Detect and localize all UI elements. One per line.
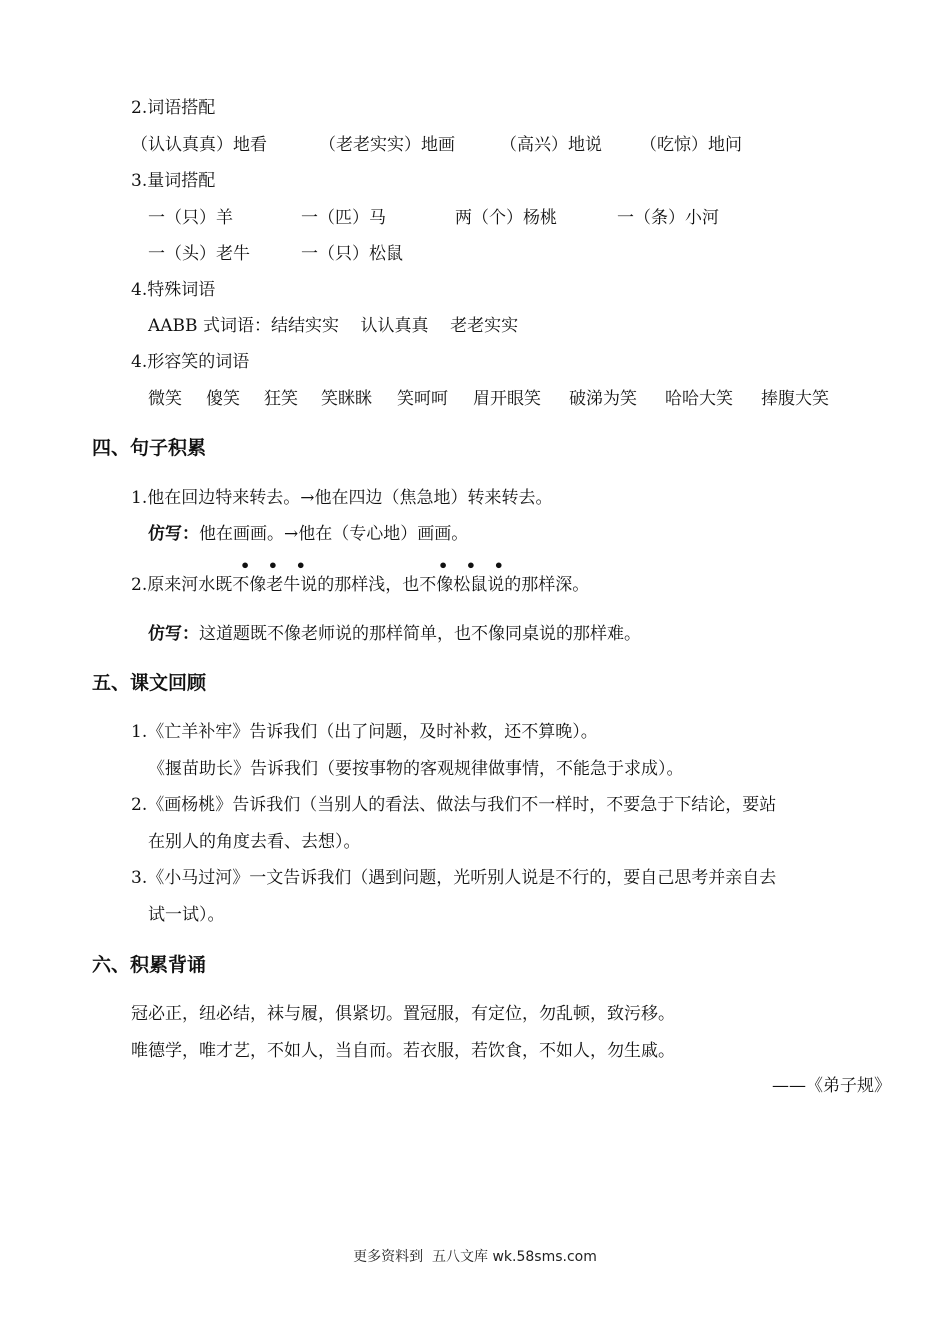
measure-word-row <box>148 207 848 229</box>
word-pair: （高兴）地说 <box>500 135 602 155</box>
review-line: 试一试）。 <box>148 905 225 925</box>
measure-word: 一（只）松鼠 <box>301 244 403 264</box>
measure-word: 一（只）羊 <box>148 208 233 228</box>
laugh-word: 哈哈大笑 <box>665 389 733 409</box>
emphasis-dots: • • • <box>240 556 312 575</box>
sentence-2: 2.原来河水既不像老牛说的那样浅，也不像松鼠说的那样深。 <box>131 575 590 595</box>
measure-word-title: 3.量词搭配 <box>131 171 216 191</box>
section-heading-recitation: 六、积累背诵 <box>92 954 207 976</box>
laugh-word: 微笑 <box>148 389 182 409</box>
word-pair: （认认真真）地看 <box>131 135 267 155</box>
laugh-word: 眉开眼笑 <box>473 389 541 409</box>
section-heading-sentences: 四、句子积累 <box>92 437 207 459</box>
review-line: 《揠苗助长》告诉我们（要按事物的客观规律做事情，不能急于求成）。 <box>148 759 684 779</box>
word-pair: （吃惊）地问 <box>640 135 742 155</box>
measure-word: 两（个）杨桃 <box>455 208 557 228</box>
review-line: 2.《画杨桃》告诉我们（当别人的看法、做法与我们不一样时，不要急于下结论，要站 <box>131 795 777 815</box>
imitation-2 <box>148 623 641 645</box>
imitation-text: 他在画画。→他在（专心地）画画。 <box>199 524 469 544</box>
recitation-source: ——《弟子规》 <box>772 1076 891 1096</box>
sentence-1: 1.他在回边特来转去。→他在四边（焦急地）转来转去。 <box>131 488 553 508</box>
word-pair: （老老实实）地画 <box>319 135 455 155</box>
recitation-line: 唯德学，唯才艺，不如人，当自而。若衣服，若饮食，不如人，勿生戚。 <box>131 1041 675 1061</box>
laugh-word: 狂笑 <box>264 389 298 409</box>
word-pairing-row <box>131 134 831 156</box>
special-words-text: AABB 式词语：结结实实 认认真真 老老实实 <box>148 316 519 336</box>
laugh-words-title: 4.形容笑的词语 <box>131 352 250 372</box>
laugh-words-row <box>148 388 868 410</box>
measure-word: 一（条）小河 <box>617 208 719 228</box>
laugh-word: 笑眯眯 <box>321 389 372 409</box>
footer-link-text: 更多资料到 五八文库 wk.58sms.com <box>353 1249 597 1265</box>
section-heading-review: 五、课文回顾 <box>92 672 207 694</box>
imitation-label: 仿写： <box>148 524 199 544</box>
imitation-1 <box>148 523 468 545</box>
laugh-word: 破涕为笑 <box>569 389 637 409</box>
review-line: 1.《亡羊补牢》告诉我们（出了问题，及时补救，还不算晚）。 <box>131 722 598 742</box>
laugh-word: 笑呵呵 <box>397 389 448 409</box>
measure-word: 一（头）老牛 <box>148 244 250 264</box>
review-line: 3.《小马过河》一文告诉我们（遇到问题，光听别人说是不行的，要自己思考并亲自去 <box>131 868 777 888</box>
laugh-word: 捧腹大笑 <box>761 389 829 409</box>
measure-word: 一（匹）马 <box>301 208 386 228</box>
review-line: 在别人的角度去看、去想）。 <box>148 832 361 852</box>
imitation-label: 仿写： <box>148 624 199 644</box>
recitation-line: 冠必正，纽必结，袜与履，俱紧切。置冠服，有定位，勿乱顿，致污移。 <box>131 1004 675 1024</box>
special-words-title: 4.特殊词语 <box>131 280 216 300</box>
laugh-word: 傻笑 <box>206 389 240 409</box>
measure-word-row <box>148 243 848 265</box>
imitation-text: 这道题既不像老师说的那样简单，也不像同桌说的那样难。 <box>199 624 641 644</box>
word-pairing-title: 2.词语搭配 <box>131 98 216 118</box>
emphasis-dots: • • • <box>438 556 510 575</box>
